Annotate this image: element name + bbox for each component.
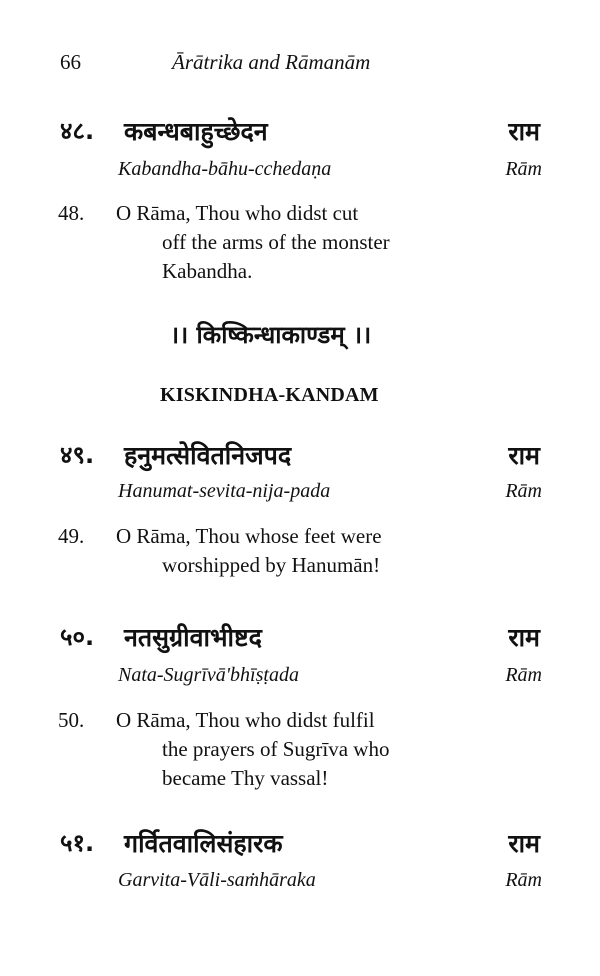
entry-51-devanagari-line [60, 826, 540, 866]
entry-50-translit: Nata-Sugrīvā'bhīṣṭada [118, 664, 299, 686]
entry-49-translit: Hanumat-sevita-nija-pada [118, 480, 331, 502]
section-devanagari-title: ।। किष्किन्धाकाण्डम् ।। [170, 321, 372, 349]
entry-49-verse-line-1: O Rāma, Thou whose feet were [116, 524, 382, 548]
entry-50-dev-number: ५०. [60, 623, 95, 651]
entry-48-dev-number: ४८. [60, 117, 95, 145]
entry-51-translit-ram: Rām [505, 869, 542, 891]
entry-50-verse-line-3: became Thy vassal! [162, 766, 329, 790]
entry-48-dev-name: कबन्धबाहुच्छेदन [124, 117, 268, 146]
entry-51-translit: Garvita-Vāli-saṁhāraka [118, 869, 316, 891]
entry-51-dev-name: गर्वितवालिसंहारक [124, 829, 283, 858]
entry-50-translit-ram: Rām [505, 664, 542, 686]
entry-48-verse [58, 199, 498, 289]
entry-50-verse-line-2: the prayers of Sugrīva who [162, 737, 390, 761]
entry-50-verse [58, 706, 498, 796]
entry-49-verse [58, 522, 498, 582]
entry-48-translit-ram: Rām [505, 158, 542, 180]
entry-49-verse-number: 49. [58, 524, 85, 548]
entry-50-verse-line-1: O Rāma, Thou who didst fulfil [116, 708, 375, 732]
entry-51-dev-number: ५१. [60, 829, 95, 857]
entry-48-verse-number: 48. [58, 201, 85, 225]
entry-49-dev-ram: राम [508, 441, 540, 470]
entry-50-transliteration-line [118, 664, 542, 687]
entry-49-devanagari-line [60, 438, 540, 478]
entry-49-transliteration-line [118, 480, 542, 503]
entry-48-verse-line-1: O Rāma, Thou who didst cut [116, 201, 359, 225]
running-title: Ārātrika and Rāmanām [172, 50, 371, 74]
entry-50-devanagari-line [60, 620, 540, 660]
entry-49-dev-name: हनुमत्सेवितनिजपद [124, 441, 292, 470]
section-english-title: KISKINDHA-KANDAM [160, 384, 379, 406]
entry-51-transliteration-line [118, 869, 542, 892]
entry-50-verse-number: 50. [58, 708, 85, 732]
entry-49-translit-ram: Rām [505, 480, 542, 502]
entry-48-verse-line-3: Kabandha. [162, 259, 253, 283]
entry-48-transliteration-line [118, 158, 542, 181]
page-number: 66 [60, 50, 81, 74]
entry-51-dev-ram: राम [508, 829, 540, 858]
entry-50-dev-name: नतसुग्रीवाभीष्टद [124, 623, 262, 652]
entry-50-dev-ram: राम [508, 623, 540, 652]
entry-49-dev-number: ४९. [60, 441, 95, 469]
entry-48-translit: Kabandha-bāhu-cchedaṇa [118, 158, 332, 180]
entry-49-verse-line-2: worshipped by Hanumān! [162, 553, 381, 577]
entry-48-verse-line-2: off the arms of the monster [162, 230, 390, 254]
entry-48-dev-ram: राम [508, 117, 540, 146]
entry-48-devanagari-line [60, 114, 540, 154]
